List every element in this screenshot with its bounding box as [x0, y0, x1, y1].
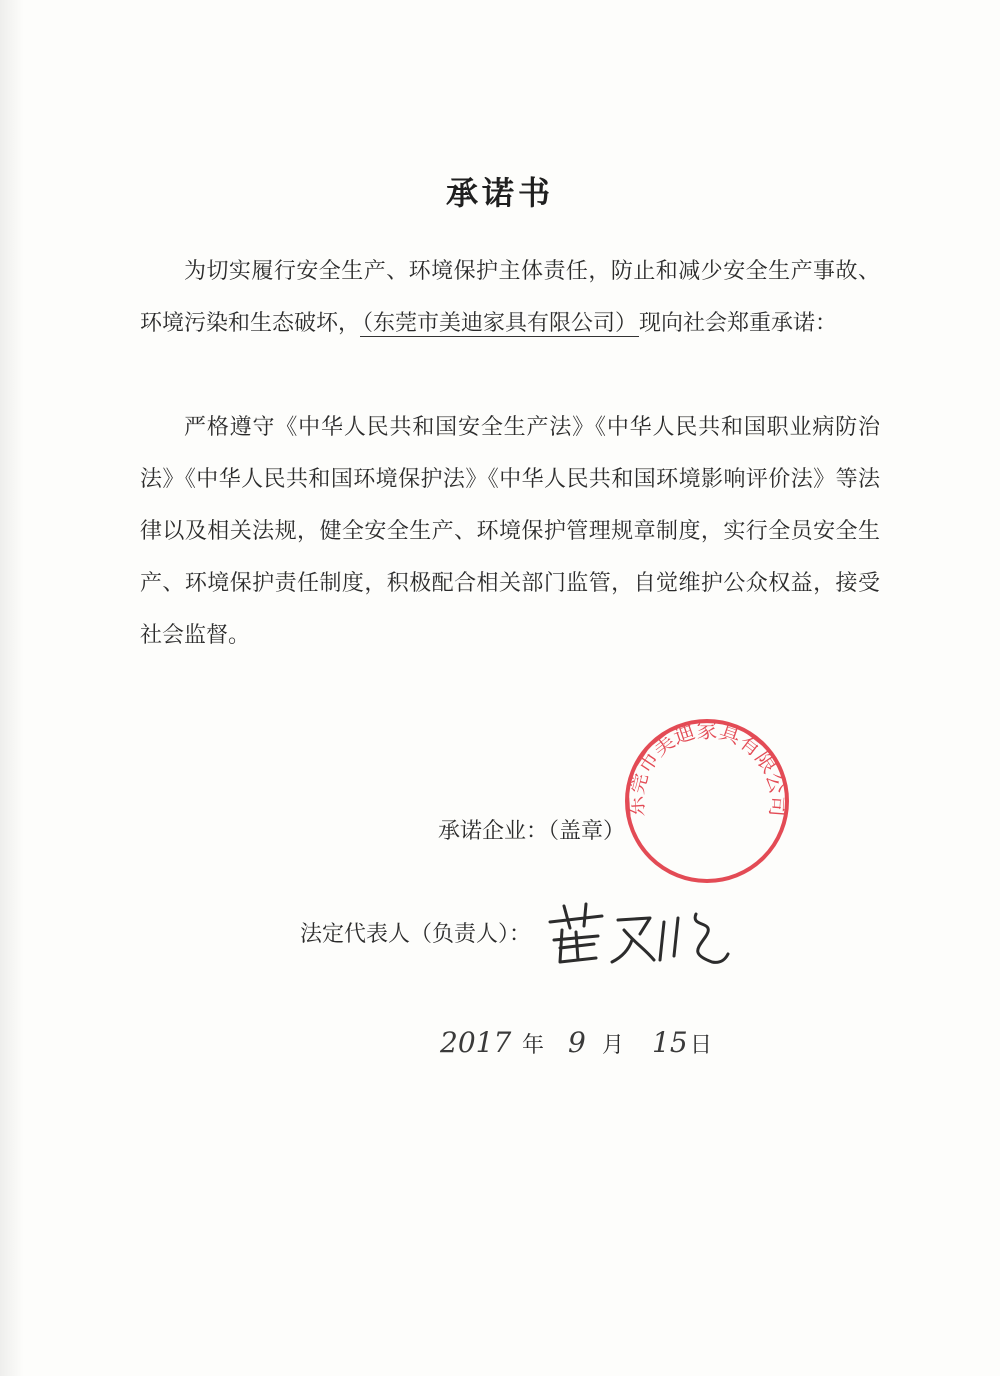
company-seal — [622, 716, 792, 886]
company-name-underlined: （东莞市美迪家具有限公司） — [362, 311, 638, 336]
date-day-unit: 日 — [690, 1033, 713, 1058]
date-year-unit: 年 — [522, 1033, 545, 1058]
seal-text: 东莞市美迪家具有限公司 — [623, 718, 791, 818]
intro-text-after: 现向社会郑重承诺： — [639, 311, 838, 336]
paragraph-commitment: 严格遵守《中华人民共和国安全生产法》《中华人民共和国职业病防治法》《中华人民共和国环境保护法》《中华人民共和国环境影响评价法》等法律以及相关法规，健全安全生产、环境保护管理规章制度，实行全员安全生产、环境保护责任制度，积极配合相关部门监管，自觉维护公众权益，接受社会监督。 — [140, 415, 880, 648]
handwritten-signature — [540, 900, 730, 970]
intro-text-before: 为切实履行安全生产、环境保护主体责任，防止和减少安全生产事故、环境污染和生态破坏， — [140, 259, 880, 336]
date-day: 15 — [652, 1026, 688, 1059]
pledge-company-label: 承诺企业：（盖章） — [438, 819, 626, 844]
document-title: 承诺书 — [445, 174, 554, 212]
legal-representative-label: 法定代表人（负责人）： — [300, 922, 532, 947]
date-year: 2017 — [440, 1026, 512, 1059]
date-month-unit: 月 — [602, 1033, 625, 1058]
date-month: 9 — [568, 1026, 586, 1059]
paragraph-intro — [140, 246, 880, 350]
signing-date — [440, 1018, 740, 1068]
